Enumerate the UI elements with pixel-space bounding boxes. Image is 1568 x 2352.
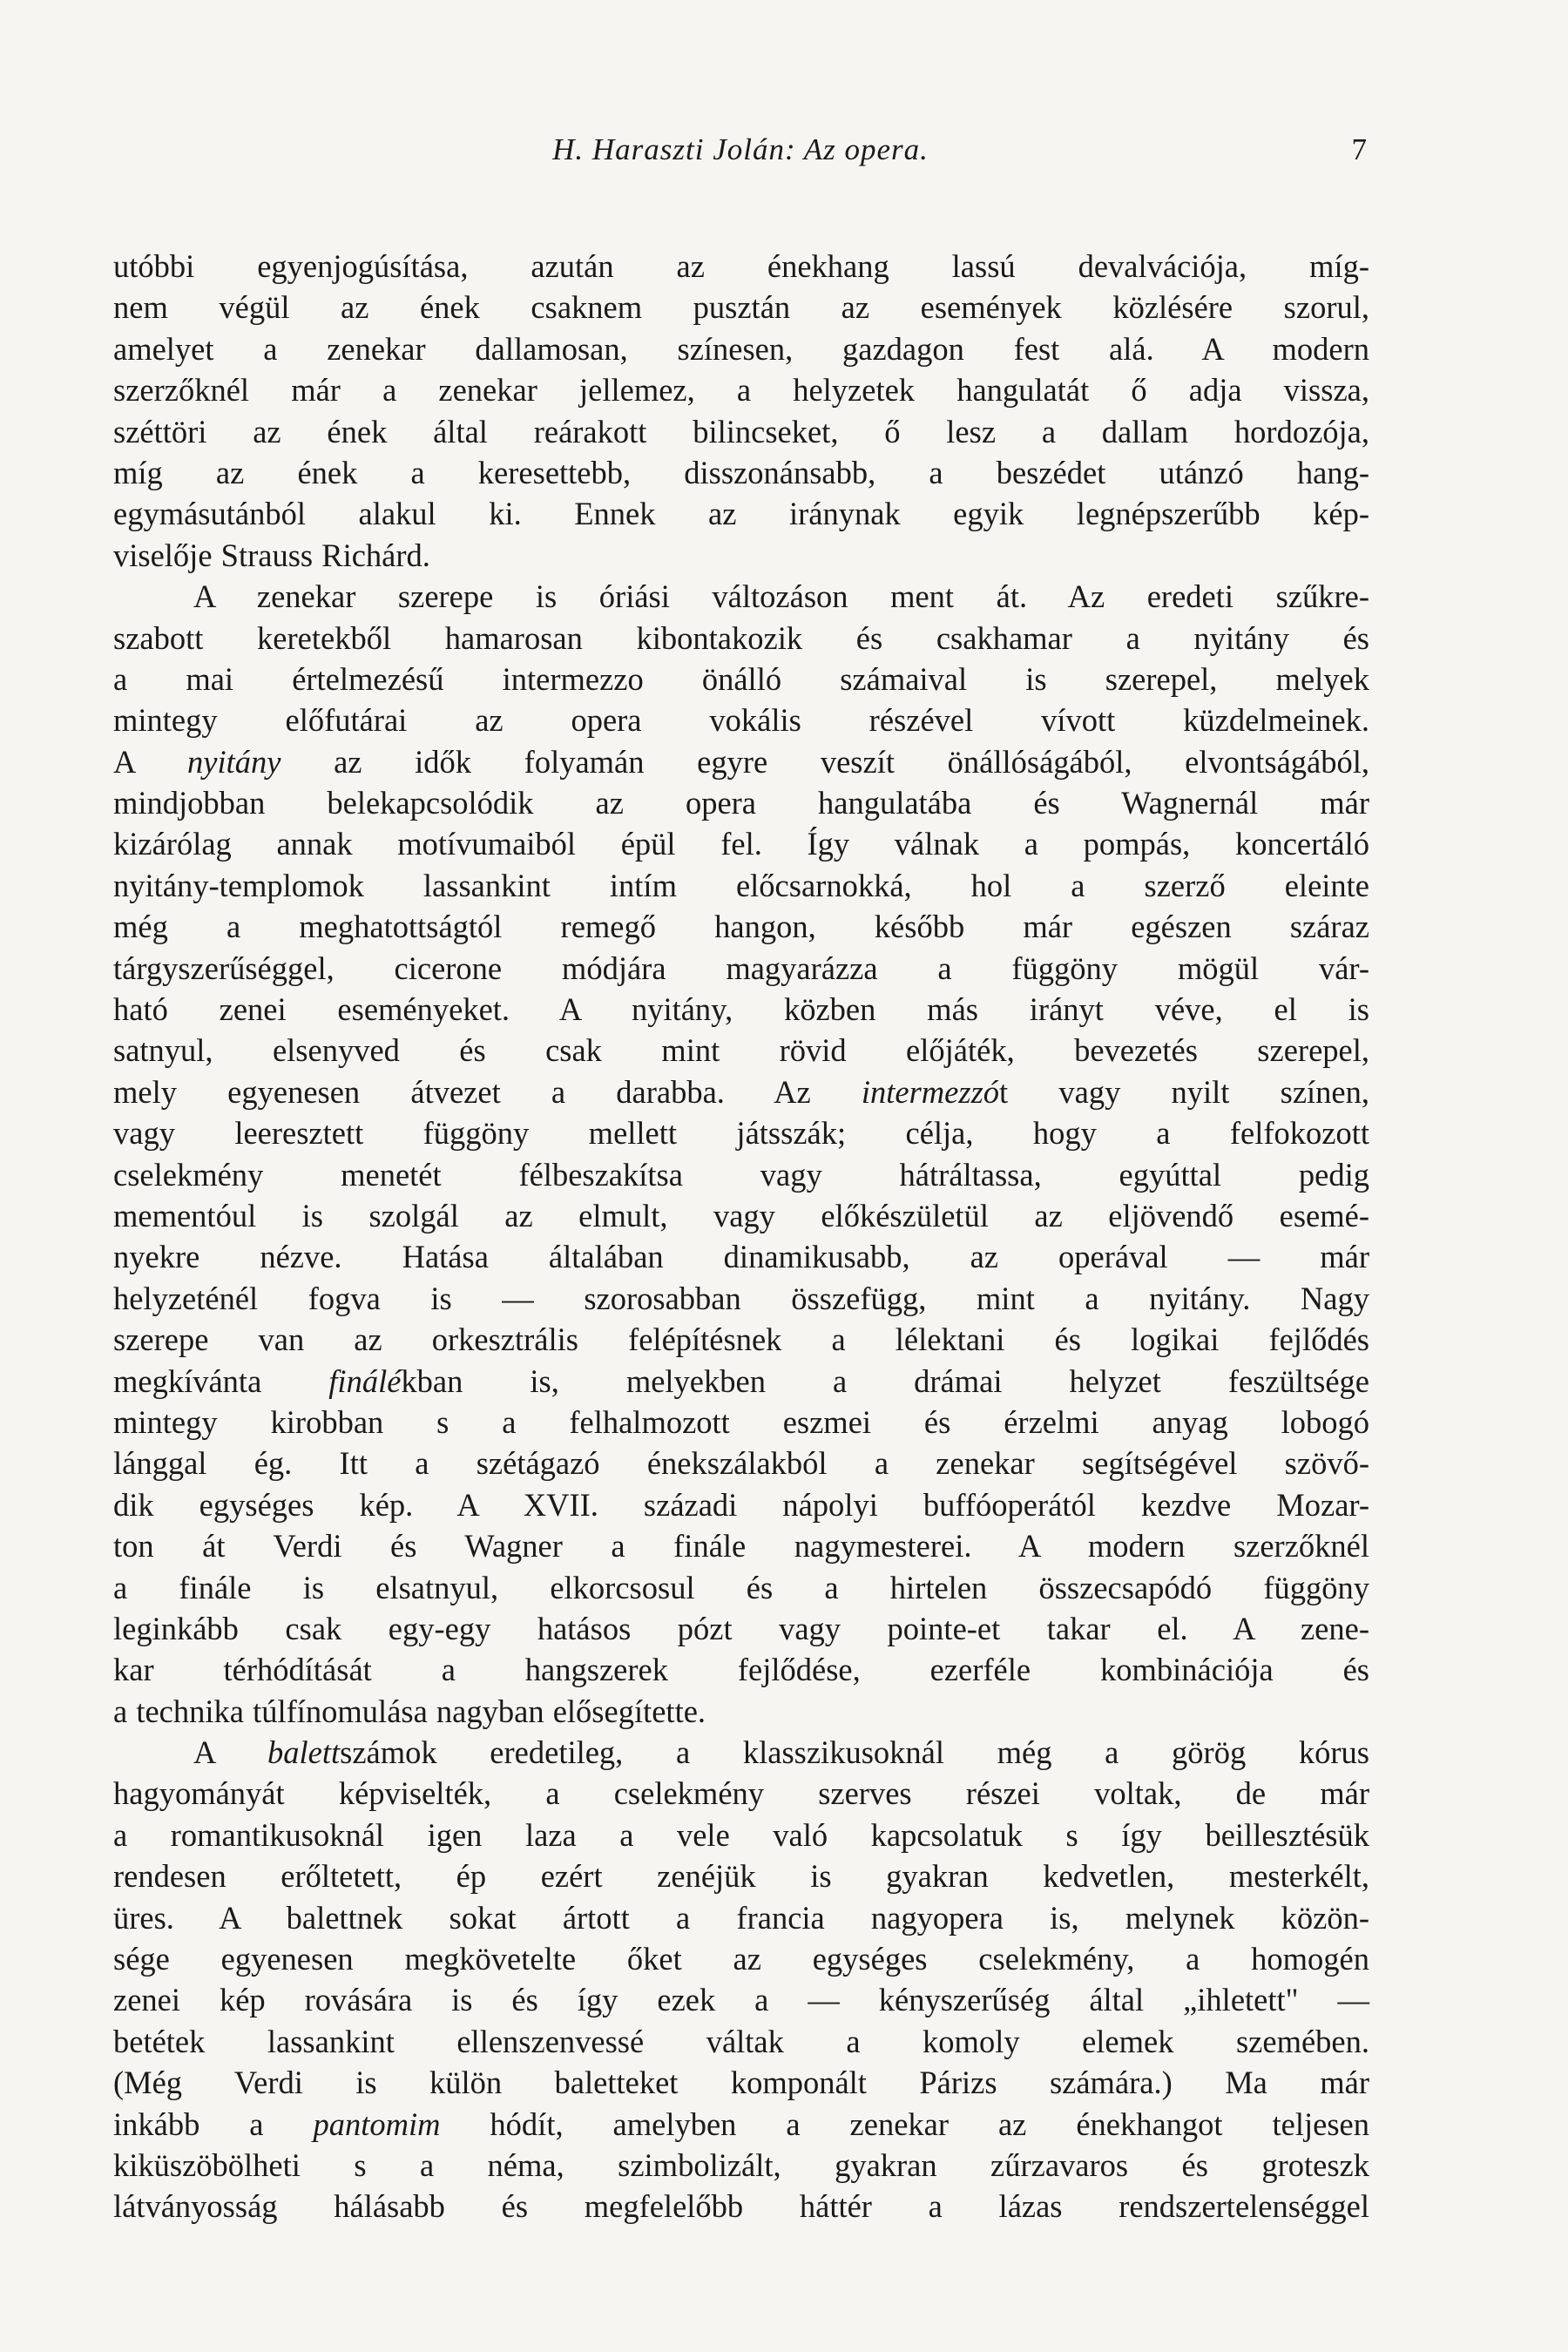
text-line [113, 287, 1369, 328]
text-line [113, 369, 1369, 410]
text-segment: betétek lassankint ellenszenvessé váltak a komoly elemek szemében. [113, 2023, 1369, 2059]
text-segment: dik egységes kép. A XVII. századi nápolyi buffóoperától kezdve Mozar- [113, 1486, 1369, 1523]
text-line [113, 1732, 1369, 1773]
text-line [113, 1649, 1369, 1690]
text-segment: A zenekar szerepe is óriási változáson ment át. Az eredeti szűkre- [193, 578, 1369, 615]
text-line [113, 2186, 1369, 2227]
text-segment: kban is, melyekben a drámai helyzet feszültsége [401, 1362, 1370, 1399]
text-segment: ható zenei eseményeket. A nyitány, közben más irányt véve, el is [113, 991, 1369, 1028]
italic-term: intermezzó [861, 1073, 1000, 1110]
text-line [113, 618, 1369, 659]
text-segment: nyekre nézve. Hatása általában dinamikusabb, az operával — már [113, 1239, 1369, 1275]
text-segment: A [193, 1734, 268, 1771]
text-line [113, 1236, 1369, 1277]
text-line [113, 2104, 1369, 2145]
text-line [113, 1154, 1369, 1195]
text-line [113, 535, 1369, 576]
text-segment: még a meghatottságtól remegő hangon, később már egészen száraz [113, 909, 1369, 945]
text-line [113, 1608, 1369, 1649]
text-segment: leginkább csak egy-egy hatásos pózt vagy pointe-et takar el. A zene- [113, 1610, 1369, 1646]
text-line [113, 1897, 1369, 1938]
text-line [113, 989, 1369, 1030]
italic-term: nyitány [187, 743, 281, 780]
text-line [113, 906, 1369, 947]
text-segment: viselője Strauss Richárd. [113, 537, 430, 573]
text-segment: A [113, 743, 187, 780]
text-line [113, 1815, 1369, 1855]
text-segment: rendesen erőltetett, ép ezért zenéjük is gyakran kedvetlen, mesterkélt, [113, 1858, 1369, 1895]
text-line [113, 659, 1369, 700]
text-segment: cselekmény menetét félbeszakítsa vagy hátráltassa, egyúttal pedig [113, 1156, 1369, 1193]
text-segment: kizárólag annak motívumaiból épül fel. Így válnak a pompás, koncertáló [113, 826, 1369, 862]
text-line [113, 493, 1369, 534]
text-line [113, 576, 1369, 617]
text-line [113, 2021, 1369, 2062]
text-line [113, 1855, 1369, 1896]
text-line [113, 1361, 1369, 1402]
text-segment: satnyul, elsenyved és csak mint rövid előjáték, bevezetés szerepel, [113, 1032, 1369, 1069]
text-segment: a technika túlfínomulása nagyban elősegítette. [113, 1693, 706, 1729]
text-line [113, 411, 1369, 452]
text-line [113, 1402, 1369, 1443]
text-line [113, 1278, 1369, 1319]
text-line [113, 328, 1369, 369]
text-segment: megkívánta [113, 1362, 329, 1399]
text-line [113, 741, 1369, 782]
text-segment: üres. A balettnek sokat ártott a francia nagyopera is, melynek közön- [113, 1899, 1369, 1936]
text-segment: hagyományát képviselték, a cselekmény szerves részei voltak, de már [113, 1775, 1369, 1812]
text-line [113, 1112, 1369, 1153]
text-segment: míg az ének a keresettebb, disszonánsabb, a beszédet utánzó hang- [113, 454, 1369, 490]
running-title: H. Haraszti Jolán: Az opera. [552, 132, 929, 166]
text-line [113, 1484, 1369, 1525]
text-segment: (Még Verdi is külön baletteket komponált Párizs számára.) Ma már [113, 2065, 1369, 2101]
text-segment: a romantikusoknál igen laza a vele való kapcsolatuk s így beillesztésük [113, 1816, 1369, 1853]
text-segment: amelyet a zenekar dallamosan, színesen, gazdagon fest alá. A modern [113, 330, 1369, 367]
text-segment: szabott keretekből hamarosan kibontakozik és csakhamar a nyitány és [113, 619, 1369, 656]
text-line [113, 823, 1369, 864]
text-segment: inkább a [113, 2105, 314, 2142]
italic-term: finálé [328, 1362, 402, 1399]
text-segment: az idők folyamán egyre veszít önállóságából, elvontságából, [280, 743, 1369, 780]
italic-term: balett [267, 1734, 341, 1771]
text-line [113, 1525, 1369, 1566]
text-line [113, 2062, 1369, 2103]
text-segment: szerzőknél már a zenekar jellemez, a helyzetek hangulatát ő adja vissza, [113, 372, 1369, 409]
text-segment: széttöri az ének által reárakott bilincseket, ő lesz a dallam hordozója, [113, 413, 1369, 449]
running-head [113, 131, 1368, 169]
text-segment: tárgyszerűséggel, cicerone módjára magyarázza a függöny mögül vár- [113, 950, 1369, 986]
text-segment: utóbbi egyenjogúsítása, azután az énekhang lassú devalvációja, míg- [113, 248, 1369, 284]
text-line [113, 865, 1369, 906]
text-segment: mementóul is szolgál az elmult, vagy előkészületül az eljövendő esemé- [113, 1197, 1369, 1233]
text-segment: mindjobban belekapcsolódik az opera hangulatába és Wagnernál már [113, 785, 1369, 821]
text-segment: mely egyenesen átvezet a darabba. Az [113, 1073, 862, 1110]
text-line [113, 1773, 1369, 1814]
text-segment: látványosság hálásabb és megfelelőbb háttér a lázas rendszertelenséggel [113, 2188, 1369, 2225]
text-line [113, 2145, 1369, 2186]
text-line [113, 1567, 1369, 1608]
text-segment: kar térhódítását a hangszerek fejlődése, ezerféle kombinációja és [113, 1652, 1369, 1688]
text-segment: egymásutánból alakul ki. Ennek az iránynak egyik legnépszerűbb kép- [113, 496, 1369, 532]
text-segment: a finále is elsatnyul, elkorcsosul és a hirtelen összecsapódó függöny [113, 1569, 1369, 1605]
text-line [113, 782, 1369, 823]
text-segment: nyitány-templomok lassankint intím előcsarnokká, hol a szerző eleinte [113, 867, 1369, 903]
text-line [113, 948, 1369, 989]
italic-term: pantomim [313, 2105, 441, 2142]
text-segment: vagy leeresztett függöny mellett játsszák; célja, hogy a felfokozott [113, 1115, 1369, 1152]
text-line [113, 1195, 1369, 1236]
text-segment: sége egyenesen megkövetelte őket az egységes cselekmény, a homogén [113, 1941, 1369, 1977]
text-line [113, 1979, 1369, 2020]
text-line [113, 1030, 1369, 1071]
page-number: 7 [1351, 132, 1368, 166]
text-segment: hódít, amelyben a zenekar az énekhangot teljesen [440, 2105, 1369, 2142]
body-text [113, 246, 1369, 2227]
text-segment: a mai értelmezésű intermezzo önálló számaival is szerepel, melyek [113, 660, 1369, 697]
text-line [113, 1319, 1369, 1360]
text-line [113, 1938, 1369, 1979]
text-segment: mintegy előfutárai az opera vokális részével vívott küzdelmeinek. [113, 702, 1369, 739]
text-segment: zenei kép rovására is és így ezek a — kényszerűség által „ihletett" — [113, 1982, 1369, 2018]
text-segment: mintegy kirobban s a felhalmozott eszmei és érzelmi anyag lobogó [113, 1403, 1369, 1440]
text-segment: t vagy nyilt színen, [999, 1073, 1369, 1110]
text-segment: számok eredetileg, a klasszikusoknál még a görög kórus [340, 1734, 1369, 1771]
text-line [113, 246, 1369, 287]
text-line [113, 1443, 1369, 1484]
text-line [113, 1691, 1369, 1732]
text-line [113, 700, 1369, 740]
text-line [113, 1071, 1369, 1112]
text-line [113, 452, 1369, 493]
text-segment: szerepe van az orkesztrális felépítésnek a lélektani és logikai fejlődés [113, 1321, 1369, 1358]
text-segment: kiküszöbölheti s a néma, szimbolizált, gyakran zűrzavaros és groteszk [113, 2146, 1369, 2183]
text-segment: ton át Verdi és Wagner a finále nagymesterei. A modern szerzőknél [113, 1528, 1369, 1565]
text-segment: lánggal ég. Itt a szétágazó énekszálakból a zenekar segítségével szövő- [113, 1445, 1369, 1482]
text-segment: nem végül az ének csaknem pusztán az események közlésére szorul, [113, 289, 1369, 326]
text-segment: helyzeténél fogva is — szorosabban összefügg, mint a nyitány. Nagy [113, 1280, 1369, 1316]
